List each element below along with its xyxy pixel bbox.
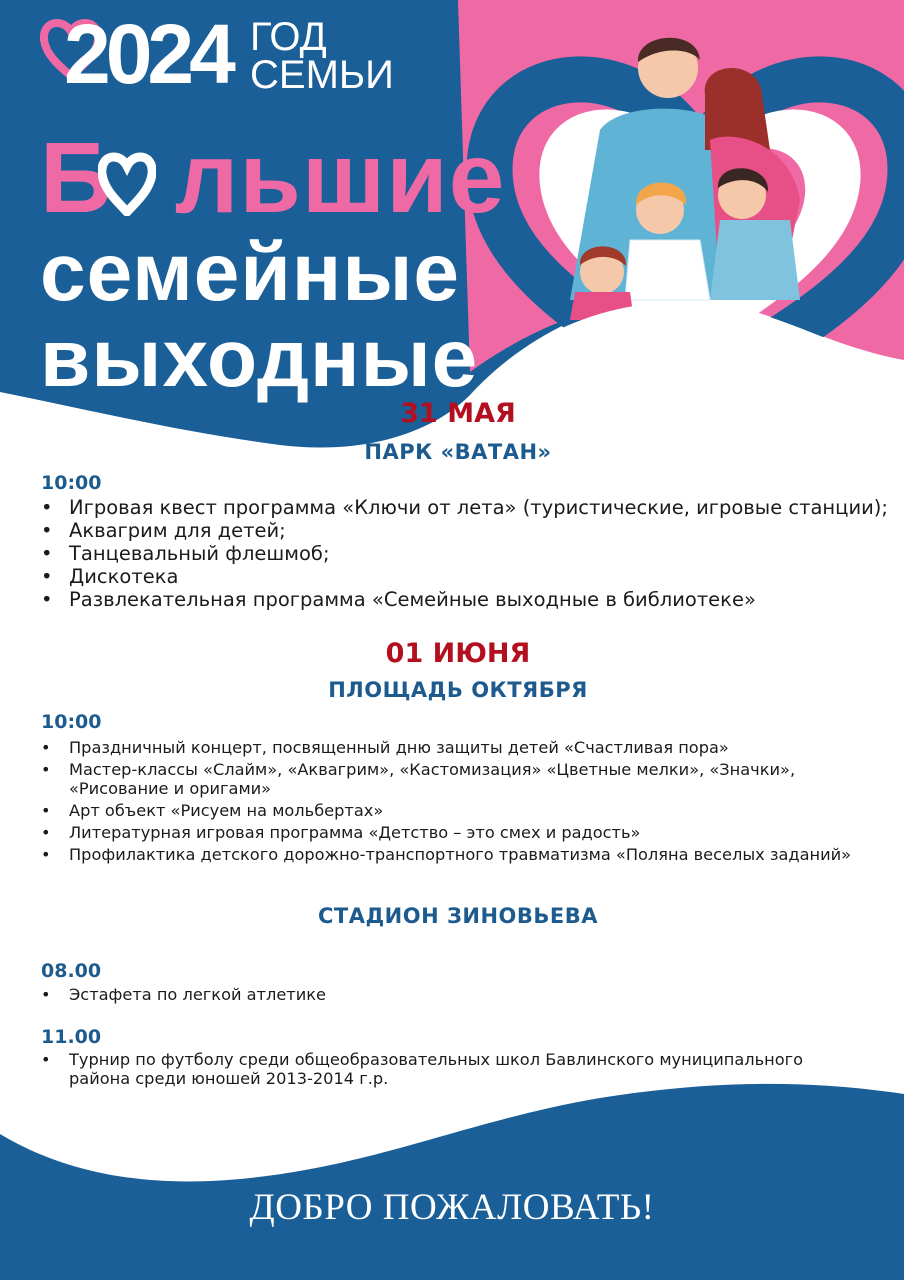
stadium-place: СТАДИОН ЗИНОВЬЕВА — [317, 904, 599, 928]
day2-events — [41, 738, 881, 867]
logo-year: 2024 — [64, 7, 231, 101]
list-item: • Турнир по футболу среди общеобразовательных школ Бавлинского муниципального района среди юношей 2013-2014 г.р. — [41, 1050, 861, 1088]
logo-line-1: ГОД — [250, 15, 327, 59]
stadium-events-1 — [41, 985, 326, 1007]
logo-line-2: СЕМЬИ — [250, 53, 394, 97]
stadium-time-1: 08.00 — [41, 960, 102, 982]
day2-place: ПЛОЩАДЬ ОКТЯБРЯ — [328, 678, 588, 702]
list-item: • Мастер-классы «Слайм», «Аквагрим», «Кастомизация» «Цветные мелки», «Значки», «Рисование и оригами» — [41, 760, 881, 798]
title-line-1-text: Б льшие — [40, 122, 506, 234]
list-item: • Арт объект «Рисуем на мольбертах» — [41, 801, 881, 820]
title-line-2: семейные — [40, 227, 460, 318]
day2-date: 01 ИЮНЯ — [385, 638, 531, 669]
list-item: • Аквагрим для детей; — [41, 519, 888, 542]
list-item: • Эстафета по легкой атлетике — [41, 985, 326, 1004]
title-line-3: выходные — [40, 313, 479, 404]
day1-date: 31 МАЯ — [400, 398, 516, 429]
list-item: • Танцевальный флешмоб; — [41, 542, 888, 565]
day1-place: ПАРК «ВАТАН» — [364, 440, 552, 464]
day1-events — [41, 496, 888, 611]
welcome-text: ДОБРО ПОЖАЛОВАТЬ! — [249, 1187, 655, 1228]
list-item: • Игровая квест программа «Ключи от лета» (туристические, игровые станции); — [41, 496, 888, 519]
day1-time: 10:00 — [41, 472, 102, 494]
list-item: • Дискотека — [41, 565, 888, 588]
day2-time: 10:00 — [41, 711, 102, 733]
logo-subtitle — [250, 15, 394, 97]
heart-o-icon — [98, 152, 156, 216]
list-item: • Литературная игровая программа «Детство – это смех и радость» — [41, 823, 881, 842]
stadium-time-2: 11.00 — [41, 1026, 102, 1048]
footer-wave — [0, 1060, 904, 1280]
list-item: • Праздничный концерт, посвященный дню защиты детей «Счастливая пора» — [41, 738, 881, 757]
list-item: • Профилактика детского дорожно-транспортного травматизма «Поляна веселых заданий» — [41, 845, 881, 864]
list-item: • Развлекательная программа «Семейные выходные в библиотеке» — [41, 588, 888, 611]
